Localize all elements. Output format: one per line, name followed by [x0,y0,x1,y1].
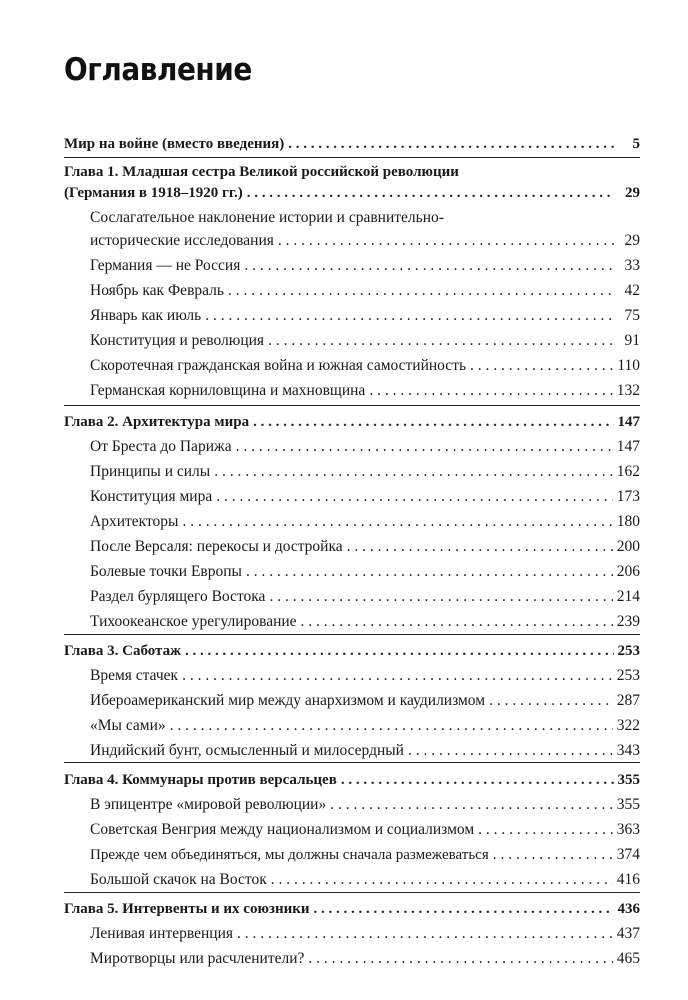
toc-entry-title: Принципы и силы [90,463,211,480]
toc-entry[interactable] [90,663,640,685]
toc-entry-page: 110 [617,357,640,374]
toc-entry[interactable] [90,328,640,350]
toc-entry-title: Ибероамериканский мир между анархизмом и каудилизмом [90,692,486,709]
toc-entry-page: 363 [616,821,640,838]
toc-entry-title: Конституция мира [90,488,213,505]
toc-entry-title: Глава 4. Коммунары против версальцев [64,772,337,788]
toc-entry[interactable] [90,946,640,968]
toc-entry[interactable] [90,584,640,606]
toc-entry-page: 374 [616,846,640,863]
toc-entry[interactable] [90,353,640,375]
toc-entry-page: 253 [616,667,640,684]
toc-entry-title-line1[interactable]: Сослагательное наклонение истории и сравнительно- [90,209,444,226]
toc-entry[interactable] [90,484,640,506]
toc-entry-title: В эпицентре «мировой революции» [90,796,327,813]
toc-entry-title: Индийский бунт, осмысленный и милосердный [90,742,404,759]
toc-entry-page: 355 [616,796,640,813]
toc-entry-page: 343 [616,742,640,759]
toc-entry-title: (Германия в 1918–1920 гг.) [64,185,243,201]
toc-entry-title: Ноябрь как Февраль [90,282,224,299]
toc-entry-page: 29 [625,185,640,201]
toc-entry-title: Глава 3. Саботаж [64,643,181,659]
toc-entry[interactable] [90,921,640,943]
toc-entry-title: Мир на войне (вместо введения) [64,136,285,152]
toc-entry-title: Германская корниловщина и махновщина [90,382,366,399]
toc-entry-page: 147 [616,438,640,455]
toc-entry[interactable] [90,459,640,481]
toc-entry-title: Время стачек [90,667,179,684]
toc-entry[interactable] [90,867,640,889]
toc-entry-title: Конституция и революция [90,332,265,349]
toc-entry-page: 239 [616,613,640,630]
toc-entry-page: 436 [617,901,640,917]
section-divider [64,405,640,406]
toc-entry[interactable] [90,253,640,275]
toc-entry-title: Архитекторы [90,513,179,530]
toc-chapter-5[interactable] [64,896,640,918]
toc-entry[interactable] [90,688,640,710]
section-divider [64,892,640,893]
toc-entry[interactable] [90,278,640,300]
toc-entry-page: 162 [616,463,640,480]
toc-entry-title: Раздел бурлящего Востока [90,588,266,605]
toc-chapter-3[interactable] [64,638,640,660]
toc-entry[interactable] [90,817,640,839]
toc-chapter-2[interactable] [64,409,640,431]
toc-entry-page: 29 [624,232,640,249]
toc-entry-title: Германия — не Россия [90,257,241,274]
toc-entry[interactable] [90,434,640,456]
toc-entry-page: 437 [616,925,640,942]
toc-entry[interactable] [90,792,640,814]
toc-entry[interactable] [90,378,640,400]
section-divider [64,157,640,158]
toc-entry-page: 33 [624,257,640,274]
toc-entry-page: 42 [624,282,640,299]
toc-entry-page: 214 [616,588,640,605]
toc-entry-title: Скоротечная гражданская война и южная самостийность [90,357,467,374]
toc-entry[interactable] [90,303,640,325]
toc-chapter-1[interactable] [64,180,640,202]
toc-entry-title: После Версаля: перекосы и достройка [90,538,343,555]
toc-entry-intro[interactable] [64,131,640,153]
toc-entry-title: Глава 5. Интервенты и их союзники [64,901,310,917]
toc-entry-page: 91 [624,332,640,349]
toc-entry-title: Ленивая интервенция [90,925,233,942]
toc-entry[interactable] [90,609,640,631]
toc-entry-title: Советская Венгрия между национализмом и социализмом [90,821,475,838]
toc-entry[interactable] [90,713,640,735]
toc-entry-page: 5 [632,136,640,152]
toc-entry[interactable] [90,842,640,864]
toc-entry-page: 465 [616,950,640,967]
toc-entry-title: Тихоокеанское урегулирование [90,613,297,630]
toc-entry-page: 173 [616,488,640,505]
toc-chapter-1-title-line1[interactable]: Глава 1. Младшая сестра Великой российской революции [64,164,459,180]
section-divider [64,762,640,763]
toc-entry-title: Болевые точки Европы [90,563,242,580]
page-title: Оглавление [64,52,252,88]
toc-entry-title: Прежде чем объединяться, мы должны сначала размежеваться [90,847,489,863]
toc-entry-page: 416 [616,871,640,888]
toc-entry-page: 147 [617,414,640,430]
toc-entry-page: 253 [617,643,640,659]
toc-entry-page: 200 [616,538,640,555]
toc-entry-title: Январь как июль [90,307,202,324]
toc-chapter-4[interactable] [64,767,640,789]
toc-entry-title: Большой скачок на Восток [90,871,267,888]
toc-entry-page: 132 [616,382,640,399]
toc-entry-page: 180 [616,513,640,530]
toc-entry[interactable] [90,534,640,556]
toc-entry[interactable] [90,509,640,531]
toc-entry-page: 287 [616,692,640,709]
toc-entry-page: 206 [616,563,640,580]
toc-entry-page: 75 [624,307,640,324]
toc-entry-title: Глава 2. Архитектура мира [64,414,250,430]
toc-entry[interactable] [90,228,640,250]
toc-entry-title: «Мы сами» [90,717,166,734]
toc-entry[interactable] [90,738,640,760]
toc-entry[interactable] [90,559,640,581]
section-divider [64,634,640,635]
toc-entry-page: 355 [617,772,640,788]
toc-entry-page: 322 [616,717,640,734]
toc-entry-title: От Бреста до Парижа [90,438,232,455]
toc-entry-title: исторические исследования [90,232,274,249]
toc-entry-title: Миротворцы или расчленители? [90,950,305,967]
